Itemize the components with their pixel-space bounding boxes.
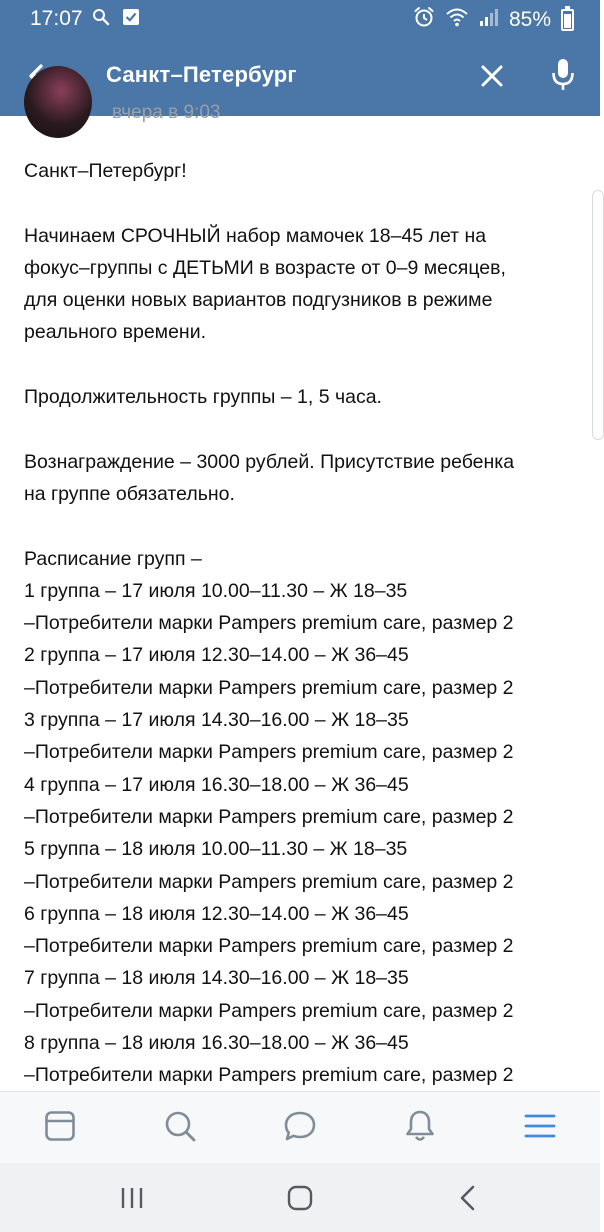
post-line: 2 группа – 17 июля 12.30–14.00 – Ж 36–45 xyxy=(24,644,409,667)
hamburger-menu-icon xyxy=(524,1112,556,1145)
post-line: 8 группа – 18 июля 16.30–18.00 – Ж 36–45 xyxy=(24,1032,409,1055)
home-icon[interactable] xyxy=(280,1181,320,1215)
page-title: Санкт–Петербург xyxy=(106,62,297,87)
newsfeed-icon xyxy=(44,1110,76,1147)
post-line: –Потребители марки Pampers premium care, размер 2 xyxy=(24,870,514,893)
close-icon[interactable] xyxy=(474,58,510,94)
signal-icon xyxy=(479,7,499,32)
bell-icon xyxy=(404,1109,436,1148)
checkbox-icon xyxy=(122,8,140,31)
post-time: вчера в 9:03 xyxy=(112,102,221,123)
post-line: Начинаем СРОЧНЫЙ набор мамочек 18–45 лет на xyxy=(24,224,487,247)
post-line: Продолжительность группы – 1, 5 часа. xyxy=(24,386,382,409)
status-time: 17:07 xyxy=(30,7,83,30)
microphone-icon[interactable] xyxy=(545,54,581,96)
post-line: –Потребители марки Pampers premium care, размер 2 xyxy=(24,612,514,635)
paragraph-spacer xyxy=(24,510,584,542)
post-line: 3 группа – 17 июля 14.30–16.00 – Ж 18–35 xyxy=(24,709,409,732)
post-line: фокус–группы с ДЕТЬМИ в возрасте от 0–9 месяцев, xyxy=(24,256,506,279)
tab-newsfeed[interactable] xyxy=(40,1108,80,1148)
post-line: на группе обязательно. xyxy=(24,482,235,505)
post-line: 7 группа – 18 июля 14.30–16.00 – Ж 18–35 xyxy=(24,967,409,990)
post-line: реального времени. xyxy=(24,321,207,344)
search-icon xyxy=(164,1110,196,1147)
status-bar xyxy=(0,0,600,36)
alarm-icon xyxy=(413,6,435,33)
recents-icon[interactable] xyxy=(112,1181,152,1215)
post-line: 5 группа – 18 июля 10.00–11.30 – Ж 18–35 xyxy=(24,838,408,861)
post-line: –Потребители марки Pampers premium care, размер 2 xyxy=(24,676,514,699)
avatar[interactable] xyxy=(24,66,92,138)
tab-menu[interactable] xyxy=(520,1108,560,1148)
post-line: 4 группа – 17 июля 16.30–18.00 – Ж 36–45 xyxy=(24,773,409,796)
post-line: –Потребители марки Pampers premium care, размер 2 xyxy=(24,805,514,828)
nav-back-icon[interactable] xyxy=(448,1181,488,1215)
battery-percent: 85% xyxy=(508,7,551,31)
tab-messages[interactable] xyxy=(280,1108,320,1148)
post-line: 1 группа – 17 июля 10.00–11.30 – Ж 18–35 xyxy=(24,579,408,602)
scroll-indicator xyxy=(592,190,604,440)
system-nav-bar xyxy=(0,1163,600,1232)
post-meta xyxy=(0,102,600,146)
paragraph-spacer xyxy=(24,349,584,381)
post-line: Санкт–Петербург! xyxy=(24,160,187,182)
search-icon xyxy=(92,8,110,31)
post-text xyxy=(24,155,584,1092)
tab-search[interactable] xyxy=(160,1108,200,1148)
tab-notifications[interactable] xyxy=(400,1108,440,1148)
post-line: –Потребители марки Pampers premium care, размер 2 xyxy=(24,935,514,958)
post-line: –Потребители марки Pampers premium care, размер 2 xyxy=(24,741,514,764)
post-line: Расписание групп – xyxy=(24,547,202,570)
chat-bubble-icon xyxy=(283,1110,317,1147)
paragraph-spacer xyxy=(24,413,584,445)
paragraph-spacer xyxy=(24,187,584,219)
tab-bar xyxy=(0,1091,600,1163)
post-line: 6 группа – 18 июля 12.30–14.00 – Ж 36–45 xyxy=(24,902,409,925)
wifi-icon xyxy=(445,7,469,32)
post-line: для оценки новых вариантов подгузников в режиме xyxy=(24,289,493,312)
post-line: Вознаграждение – 3000 рублей. Присутствие ребенка xyxy=(24,450,515,473)
post-line: –Потребители марки Pampers premium care, размер 2 xyxy=(24,1064,514,1087)
battery-icon xyxy=(561,9,574,31)
post-line: –Потребители марки Pampers premium care, размер 2 xyxy=(24,999,514,1022)
